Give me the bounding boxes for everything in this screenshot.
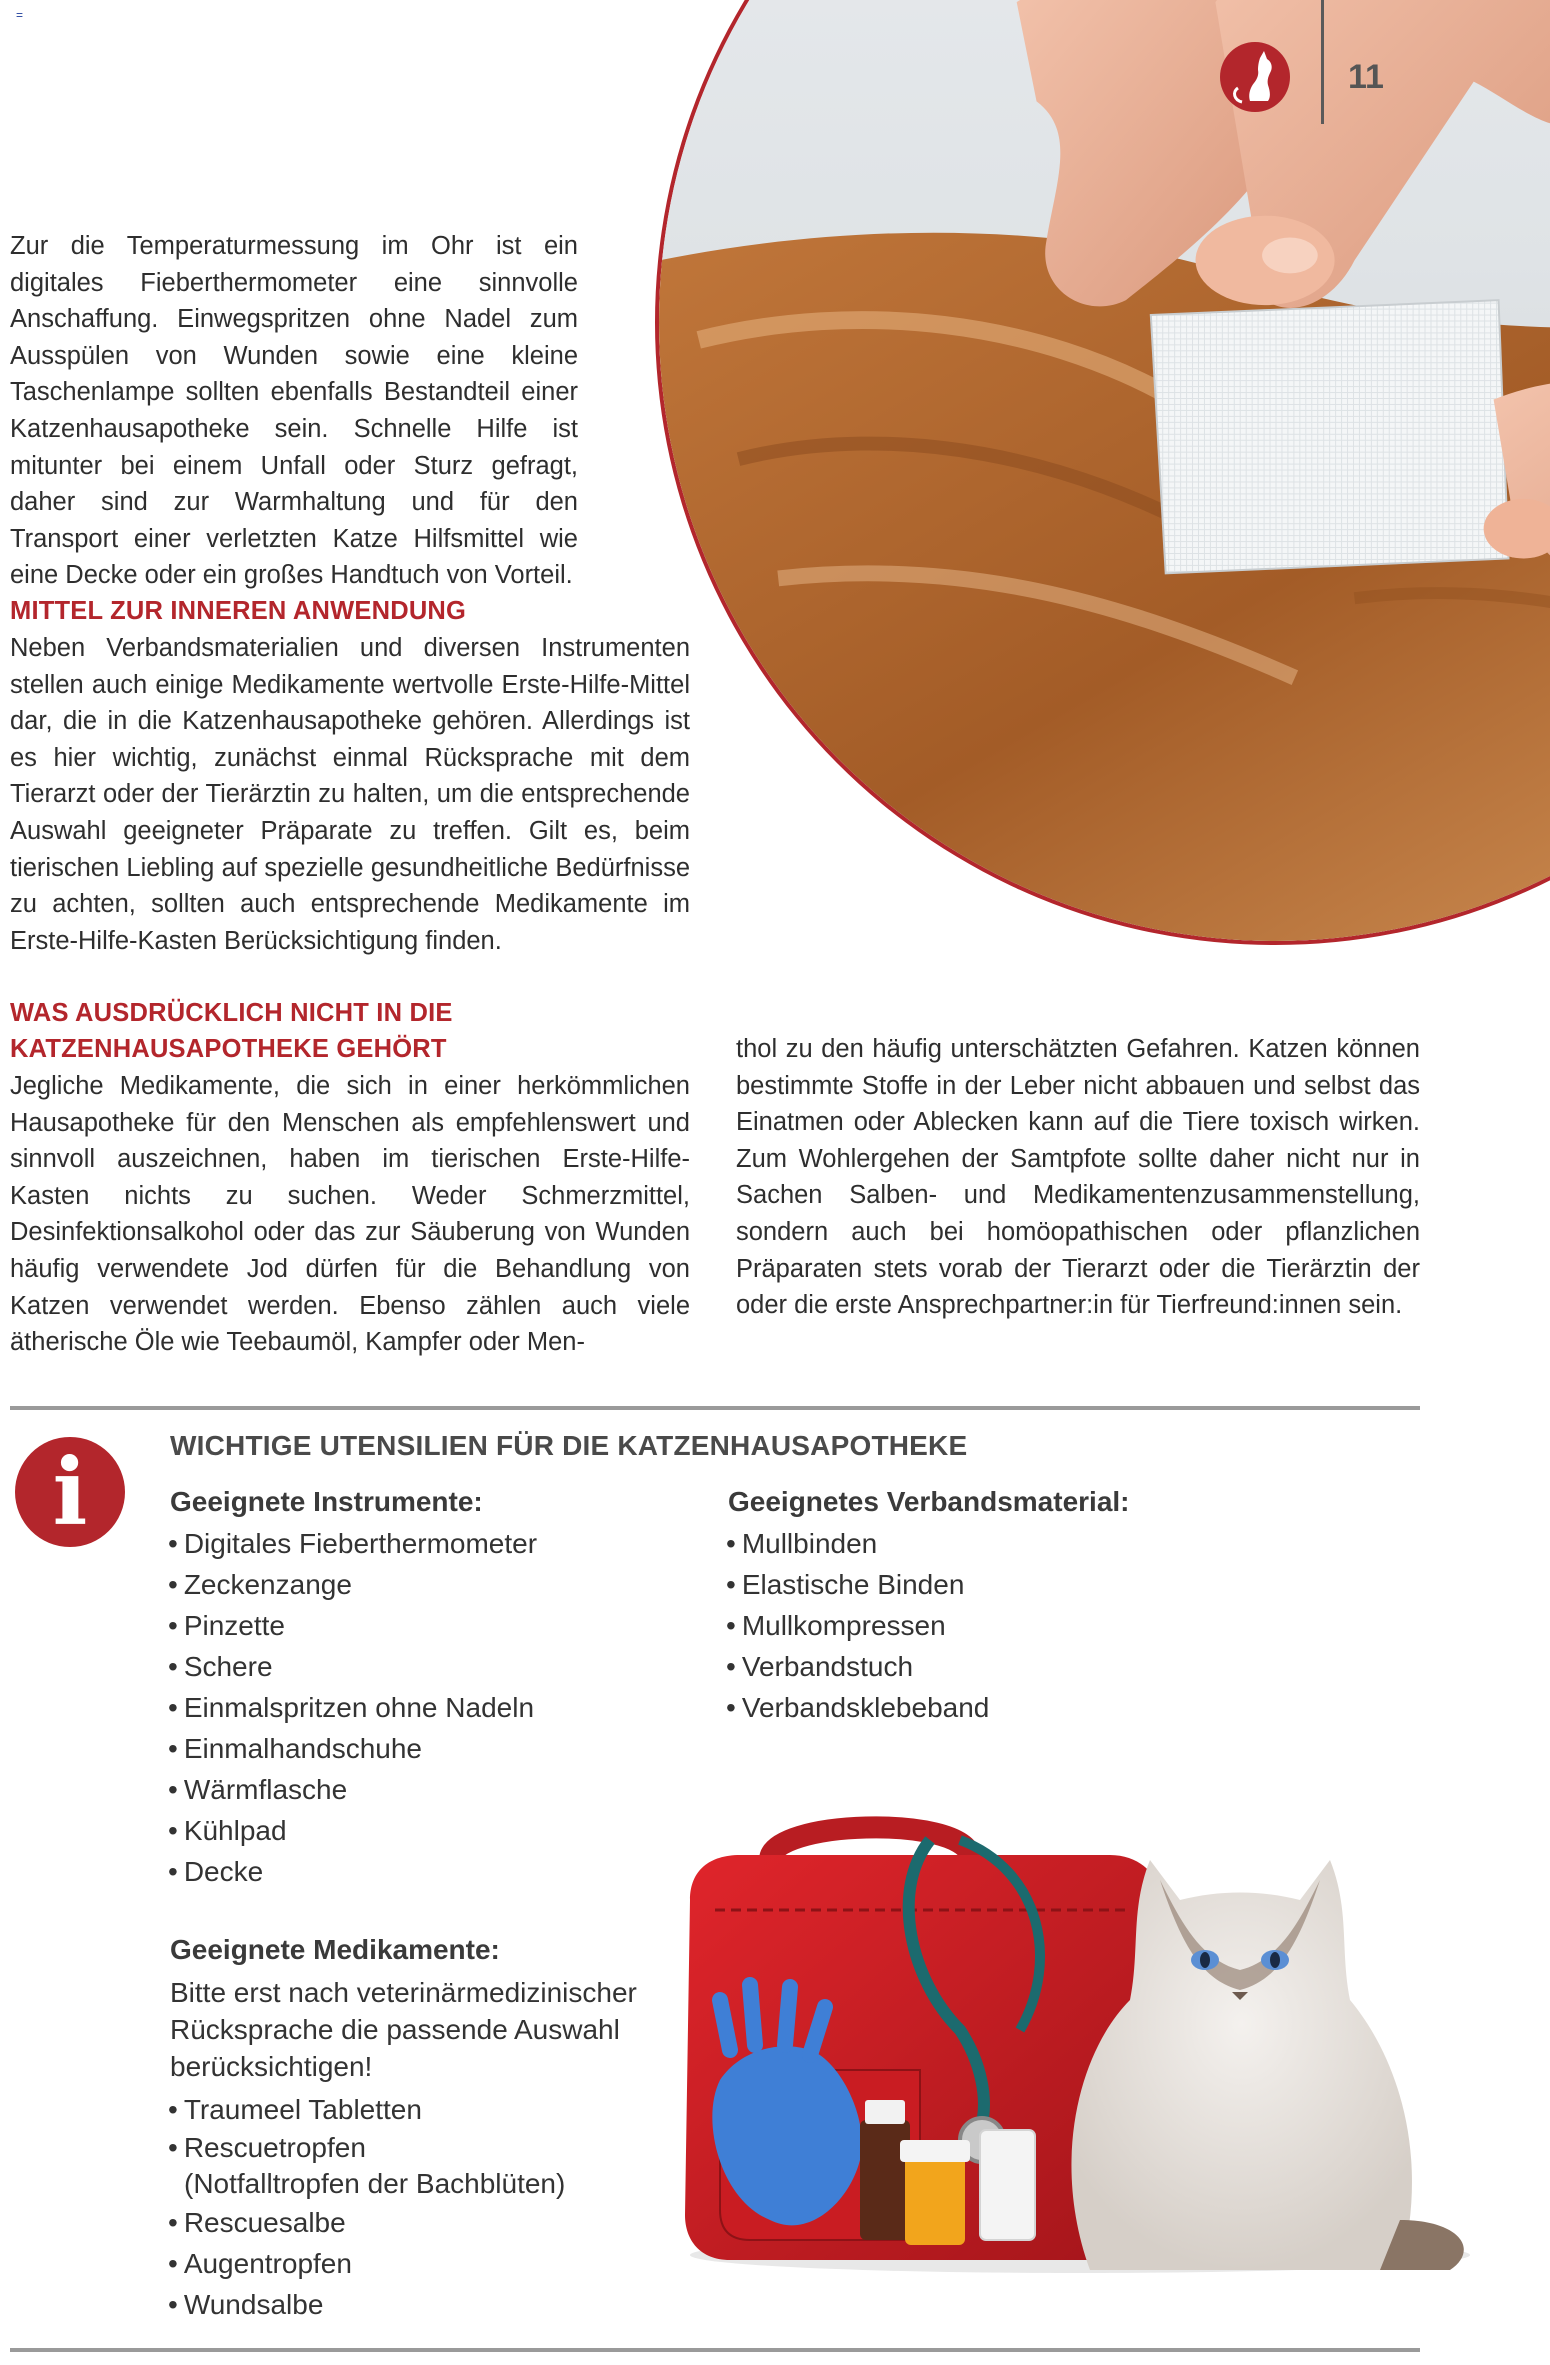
cat-silhouette-icon (1220, 42, 1290, 112)
list-item: • Einmalhandschuhe (168, 1728, 537, 1769)
medication-heading: Geeignete Medikamente: (170, 1934, 500, 1965)
instruments-heading: Geeignete Instrumente: (170, 1486, 483, 1517)
header-rule (1321, 0, 1324, 124)
first-aid-kit-cat-illustration (660, 1800, 1490, 2290)
list-item: • Mullbinden (726, 1523, 989, 1564)
section1-paragraph (10, 630, 690, 959)
list-item: • Zeckenzange (168, 1564, 537, 1605)
page-number: 11 (1348, 58, 1384, 96)
list-item: • Traumeel Tabletten (168, 2089, 565, 2130)
section2-right-text: thol zu den häufig unterschätzten Gefahren. Katzen können bestimmte Stoffe in der Leber nicht abbauen und selbst das Einatmen oder Ablecken kann auf die Tiere toxisch wirken. Zum Wohlergehen der Samtpfote sollte daher nicht nur in Sachen Salben- und Medikamentenzusammenstellung, sondern auch bei homöopathischen oder pflanzlichen Präparaten stets vorab der Tierarzt oder die Tierärztin der oder die erste Ansprechpartner:in für Tierfreund:innen sein. (736, 1035, 1420, 1320)
list-item: • Digitales Fieberthermometer (168, 1523, 537, 1564)
list-item: • Einmalspritzen ohne Nadeln (168, 1687, 537, 1728)
medication-list (168, 2089, 565, 2325)
list-item: • Rescuetropfen (168, 2130, 565, 2166)
list-item: • Schere (168, 1646, 537, 1687)
dressing-list (726, 1523, 989, 1728)
list-item-continuation: (Notfalltropfen der Bachblüten) (184, 2168, 566, 2199)
first-aid-kit-illustration (660, 1800, 1490, 2290)
section2-right-column (736, 1031, 1420, 1324)
section2-left-text: Jegliche Medikamente, die sich in einer herkömmlichen Hausapotheke für den Menschen als empfehlenswert und sinnvoll auszeichnen, haben im tierischen Erste-Hilfe-Kasten nichts zu suchen. Weder Schmerzmittel, Desinfektionsalkohol oder das zur Säuberung von Wunden häufig verwendete Jod dürfen für die Behandlung von Katzen verwendet werden. Ebenso zählen auch viele ätherische Öle wie Teebaumöl, Kampfer oder Men- (10, 1072, 690, 1357)
infobox-top-divider (10, 1406, 1420, 1410)
list-item: • Verbandstuch (726, 1646, 989, 1687)
list-item: • Rescuesalbe (168, 2202, 565, 2243)
infobox-title: WICHTIGE UTENSILIEN FÜR DIE KATZENHAUSAPOTHEKE (170, 1430, 968, 1461)
section1-heading: MITTEL ZUR INNEREN ANWENDUNG (10, 597, 467, 625)
infobox-bottom-divider (10, 2348, 1420, 2352)
section2-left-column (10, 1068, 690, 1361)
intro-text: Zur die Temperaturmessung im Ohr ist ein digitales Fieberthermometer eine sinnvolle Anschaffung. Einwegspritzen ohne Nadel zum Ausspülen von Wunden sowie eine kleine Taschenlampe sollten ebenfalls Bestandteil einer Katzenhausapotheke sein. Schnelle Hilfe ist mitunter bei einem Unfall oder Sturz gefragt, daher sind zur Warmhaltung und für den Transport einer verletzten Katze Hilfsmittel wie eine Decke oder ein großes Handtuch von Vorteil. (10, 232, 578, 590)
info-icon: i (52, 1438, 88, 1546)
dressing-heading: Geeignetes Verbandsmaterial: (728, 1486, 1130, 1517)
list-item: • Mullkompressen (726, 1605, 989, 1646)
list-item: • Pinzette (168, 1605, 537, 1646)
section2-heading-line1: WAS AUSDRÜCKLICH NICHT IN DIE (10, 999, 453, 1027)
section1-text: Neben Verbandsmaterialien und diversen Instrumenten stellen auch einige Medikamente wertvolle Erste-Hilfe-Mittel dar, die in die Katzenhausapotheke gehören. Allerdings ist es hier wichtig, zunächst einmal Rücksprache mit dem Tierarzt oder der Tierärztin zu halten, um die entsprechende Auswahl geeigneter Präparate zu treffen. Gilt es, beim tierischen Liebling auf spezielle gesundheitliche Bedürfnisse zu achten, sollten auch entsprechende Medikamente im Erste-Hilfe-Kasten Berücksichtigung finden. (10, 634, 690, 955)
list-item: • Wundsalbe (168, 2284, 565, 2325)
bandage-on-cat-illustration (659, 0, 1550, 941)
list-item: • Augentropfen (168, 2243, 565, 2284)
list-item: • Wärmflasche (168, 1769, 537, 1810)
list-item: • Verbandsklebeband (726, 1687, 989, 1728)
list-item: • Decke (168, 1851, 537, 1892)
list-item: • Kühlpad (168, 1810, 537, 1851)
info-badge (15, 1437, 125, 1547)
corner-mark: = (16, 8, 24, 22)
medication-note: Bitte erst nach veterinärmedizinischer Rücksprache die passende Auswahl berücksichtigen! (170, 1977, 637, 2082)
instruments-list (168, 1523, 537, 1892)
intro-paragraph (10, 228, 578, 594)
hero-photo (655, 0, 1550, 945)
list-item: • Elastische Binden (726, 1564, 989, 1605)
cat-badge (1220, 42, 1290, 112)
section2-heading-line2: KATZENHAUSAPOTHEKE GEHÖRT (10, 1035, 447, 1063)
